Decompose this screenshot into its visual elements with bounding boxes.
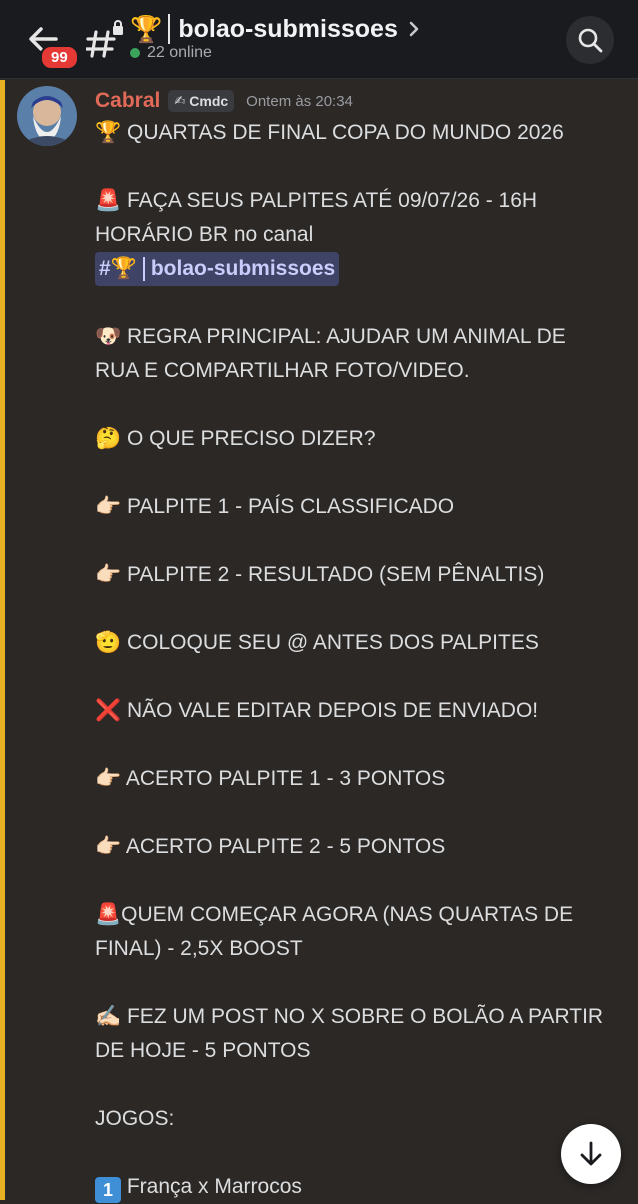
role-tag[interactable] [168,90,234,112]
game-title: França x Marrocos [126,1175,302,1198]
text-channel-locked-icon [86,20,126,60]
unread-badge: 99 [40,45,79,70]
message-line: HORÁRIO BR no canal [95,223,314,246]
mention-divider [143,257,145,281]
search-button[interactable] [566,16,614,64]
message-line: 👉🏻 PALPITE 2 - RESULTADO (SEM PÊNALTIS) [95,563,545,586]
mention-hash: # [99,257,111,280]
message-timestamp: Ontem às 20:34 [246,92,353,110]
channel-mention[interactable] [95,252,339,286]
online-status [130,44,212,62]
avatar[interactable] [17,86,77,146]
message-line: 🫡 COLOQUE SEU @ ANTES DOS PALPITES [95,631,539,654]
title-divider [168,14,170,44]
jump-to-bottom-button[interactable] [561,1124,621,1184]
writing-hand-icon: ✍ [174,93,186,108]
message-line: ❌ NÃO VALE EDITAR DEPOIS DE ENVIADO! [95,699,539,722]
game-line [95,1170,625,1204]
message-line: 👉🏻 ACERTO PALPITE 2 - 5 PONTOS [95,835,446,858]
message-line: 🤔 O QUE PRECISO DIZER? [95,427,376,450]
channel-title[interactable] [130,14,420,44]
channel-header [0,0,638,79]
arrow-down-icon [577,1140,605,1168]
message-line: 🐶 REGRA PRINCIPAL: AJUDAR UM ANIMAL DE [95,325,566,348]
highlight-accent-bar [0,80,5,1200]
message-header [95,89,353,113]
chevron-right-icon [408,20,420,38]
message-content [95,116,625,1204]
message-line: 👉🏻 PALPITE 1 - PAÍS CLASSIFICADO [95,495,455,518]
keycap-one-icon: 1 [95,1177,121,1203]
trophy-icon: 🏆 [130,14,163,44]
message-line: JOGOS: [95,1107,175,1130]
avatar-image [17,86,77,146]
online-count: 22 online [147,44,212,61]
message-line: 👉🏻 ACERTO PALPITE 1 - 3 PONTOS [95,767,446,790]
message-line: FINAL) - 2,5X BOOST [95,937,303,960]
channel-name: bolao-submissoes [178,14,398,43]
message-line: 🚨 FAÇA SEUS PALPITES ATÉ 09/07/26 - 16H [95,189,538,212]
message-line: RUA E COMPARTILHAR FOTO/VIDEO. [95,359,470,382]
message-line: DE HOJE - 5 PONTOS [95,1039,311,1062]
message-line: 🚨QUEM COMEÇAR AGORA (NAS QUARTAS DE [95,903,574,926]
author-name[interactable]: Cabral [95,89,161,112]
mention-channel-name: bolao-submissoes [150,257,336,280]
search-icon [577,27,603,53]
message-line: ✍🏻 FEZ UM POST NO X SOBRE O BOLÃO A PARTIR [95,1005,604,1028]
role-label: Cmdc [189,93,229,109]
message-line: 🏆 QUARTAS DE FINAL COPA DO MUNDO 2026 [95,121,564,144]
online-dot-icon [130,48,140,58]
mention-trophy-icon: 🏆 [110,257,137,280]
